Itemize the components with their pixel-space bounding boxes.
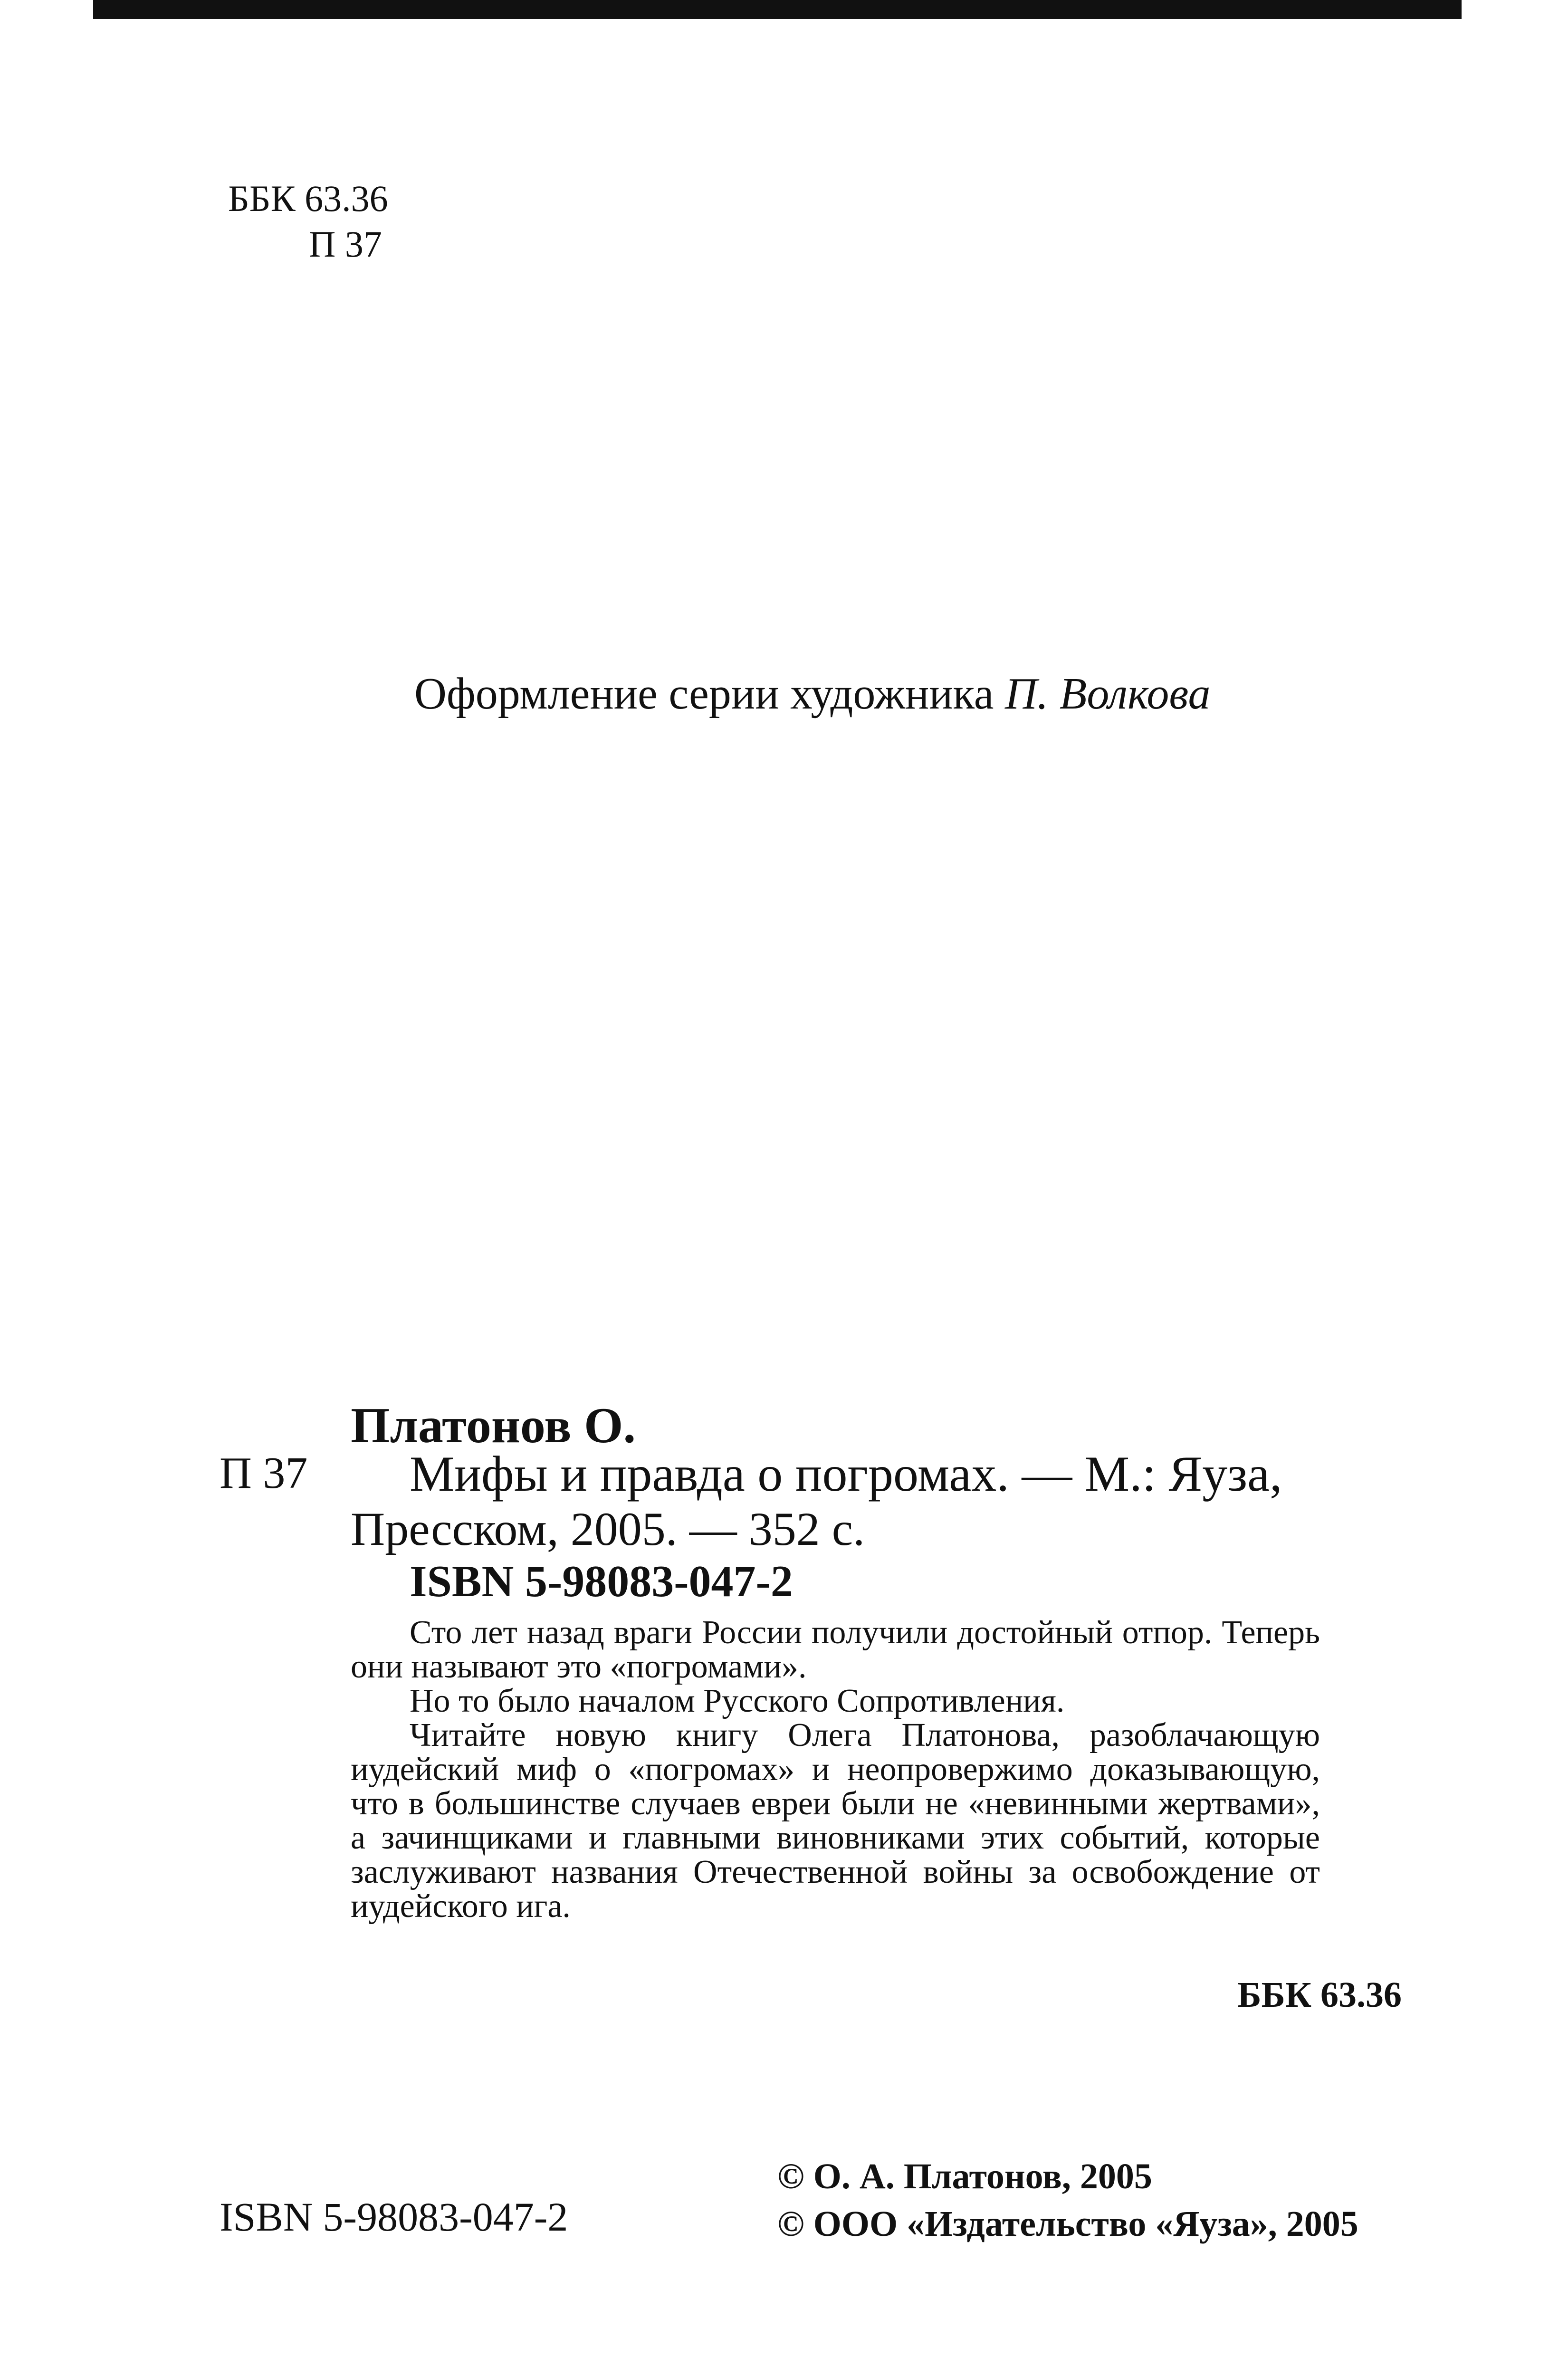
catalog-author: Платонов О. (351, 1398, 636, 1453)
annotation-paragraph: Читайте новую книгу Олега Платонова, разоблачающую иудейский миф о «погромах» и неопровержимо доказывающую, что в большинстве случаев евреи были не «невинными жертвами», а зачинщиками и главными виновниками этих событий, которые заслуживают названия Отечественной войны за освобождение от иудейского ига. (351, 1717, 1320, 1925)
annotation-paragraph: Сто лет назад враги России получили достойный отпор. Теперь они называют это «погромами». (351, 1614, 1320, 1685)
author-mark: П 37 (309, 223, 382, 265)
copyright-block (777, 2153, 1358, 2248)
series-design-credit (414, 665, 1211, 722)
top-scan-border (93, 0, 1462, 19)
catalog-publisher-line: Пресском, 2005. — 352 с. (351, 1503, 865, 1555)
series-design-text: Оформление серии художника (414, 669, 1005, 719)
bbk-code: ББК 63.36 (228, 178, 388, 219)
copyright-author: © О. А. Платонов, 2005 (777, 2156, 1152, 2196)
catalog-title-line: Мифы и правда о погромах. — М.: Яуза, (410, 1446, 1282, 1502)
annotation-paragraph: Но то было началом Русского Сопротивления. (410, 1683, 1065, 1719)
catalog-bbk-code: ББК 63.36 (1237, 1975, 1402, 2015)
catalog-annotation (351, 1616, 1320, 1924)
footer-isbn: ISBN 5-98083-047-2 (220, 2194, 568, 2240)
copyright-publisher: © ООО «Издательство «Яуза», 2005 (777, 2204, 1358, 2244)
bbk-header (228, 176, 388, 267)
catalog-author-mark: П 37 (220, 1448, 308, 1498)
catalog-isbn: ISBN 5-98083-047-2 (410, 1557, 793, 1606)
series-artist-name: П. Волкова (1005, 669, 1211, 719)
